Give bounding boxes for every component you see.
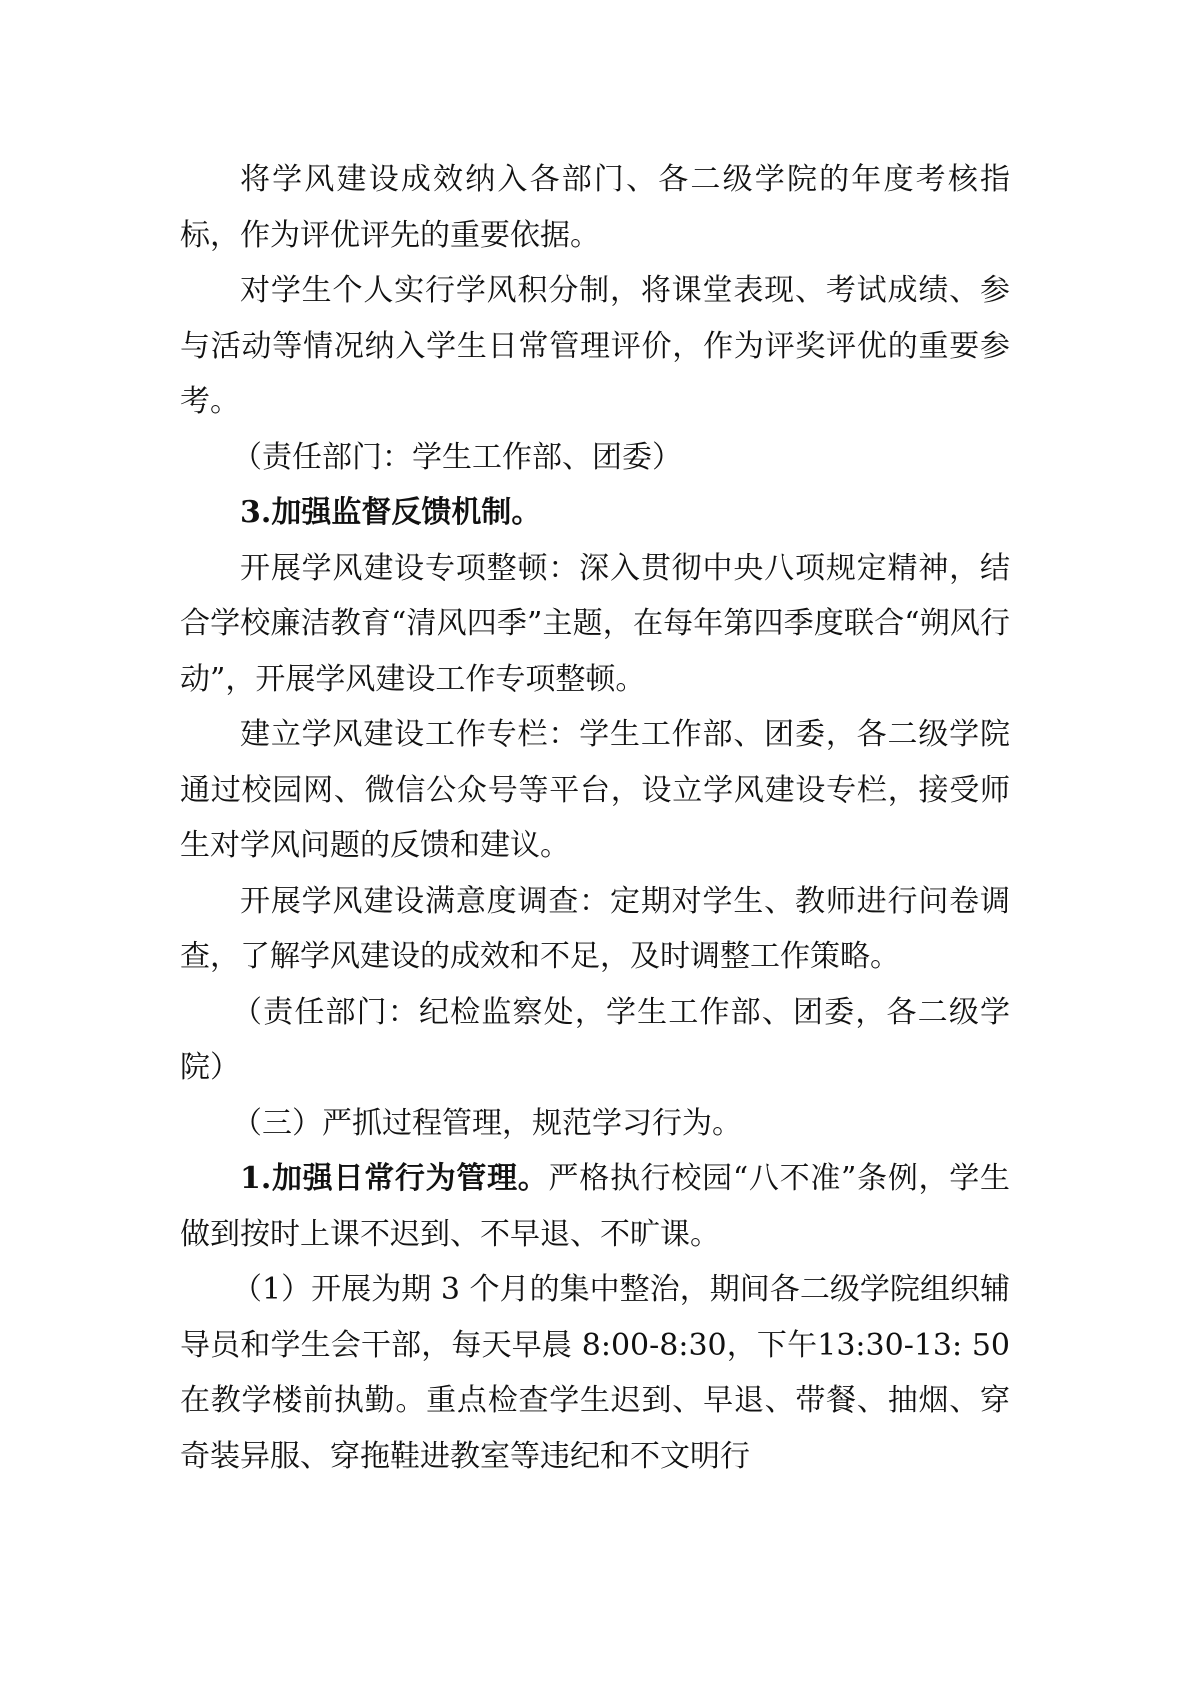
heading-daily-behavior: 1.加强日常行为管理。 [240, 1161, 549, 1196]
paragraph-special-rectification: 开展学风建设专项整顿：深入贯彻中央八项规定精神，结合学校廉洁教育“清风四季”主题，在每年第四季度联合“朔风行动”，开展学风建设工作专项整顿。 [180, 550, 1010, 697]
paragraph-daily-behavior-text: 严格执行校园“八不准”条例，学生做到按时上课不迟到、不早退、不旷课。 [180, 1161, 1010, 1252]
section-title-process-management: （三）严抓过程管理，规范学习行为。 [232, 1105, 742, 1141]
paragraph-responsible-dept-1: （责任部门：学生工作部、团委） [232, 439, 682, 475]
paragraph-daily-behavior [180, 1151, 1010, 1262]
heading-supervision-feedback: 3.加强监督反馈机制。 [240, 495, 542, 530]
paragraph-column-platform: 建立学风建设工作专栏：学生工作部、团委，各二级学院通过校园网、微信公众号等平台，设立学风建设专栏，接受师生对学风问题的反馈和建议。 [180, 717, 1010, 863]
paragraph-concentrated-rectification: （1）开展为期 3 个月的集中整治，期间各二级学院组织辅导员和学生会干部，每天早晨 8:00-8:30，下午13:30-13: 50 在教学楼前执勤。重点检查学生迟到、早退、带餐、抽烟、穿奇装异服、穿拖鞋进教室等违纪和不文明行 [180, 1272, 1010, 1474]
document-body [180, 152, 1010, 1484]
paragraph-student-points-system: 对学生个人实行学风积分制，将课堂表现、考试成绩、参与活动等情况纳入学生日常管理评价，作为评奖评优的重要参考。 [180, 273, 1010, 419]
paragraph-assessment-indicator: 将学风建设成效纳入各部门、各二级学院的年度考核指标，作为评优评先的重要依据。 [180, 162, 1010, 253]
paragraph-satisfaction-survey: 开展学风建设满意度调查：定期对学生、教师进行问卷调查，了解学风建设的成效和不足，及时调整工作策略。 [180, 883, 1010, 974]
paragraph-responsible-dept-2: （责任部门：纪检监察处，学生工作部、团委，各二级学院） [180, 994, 1010, 1085]
